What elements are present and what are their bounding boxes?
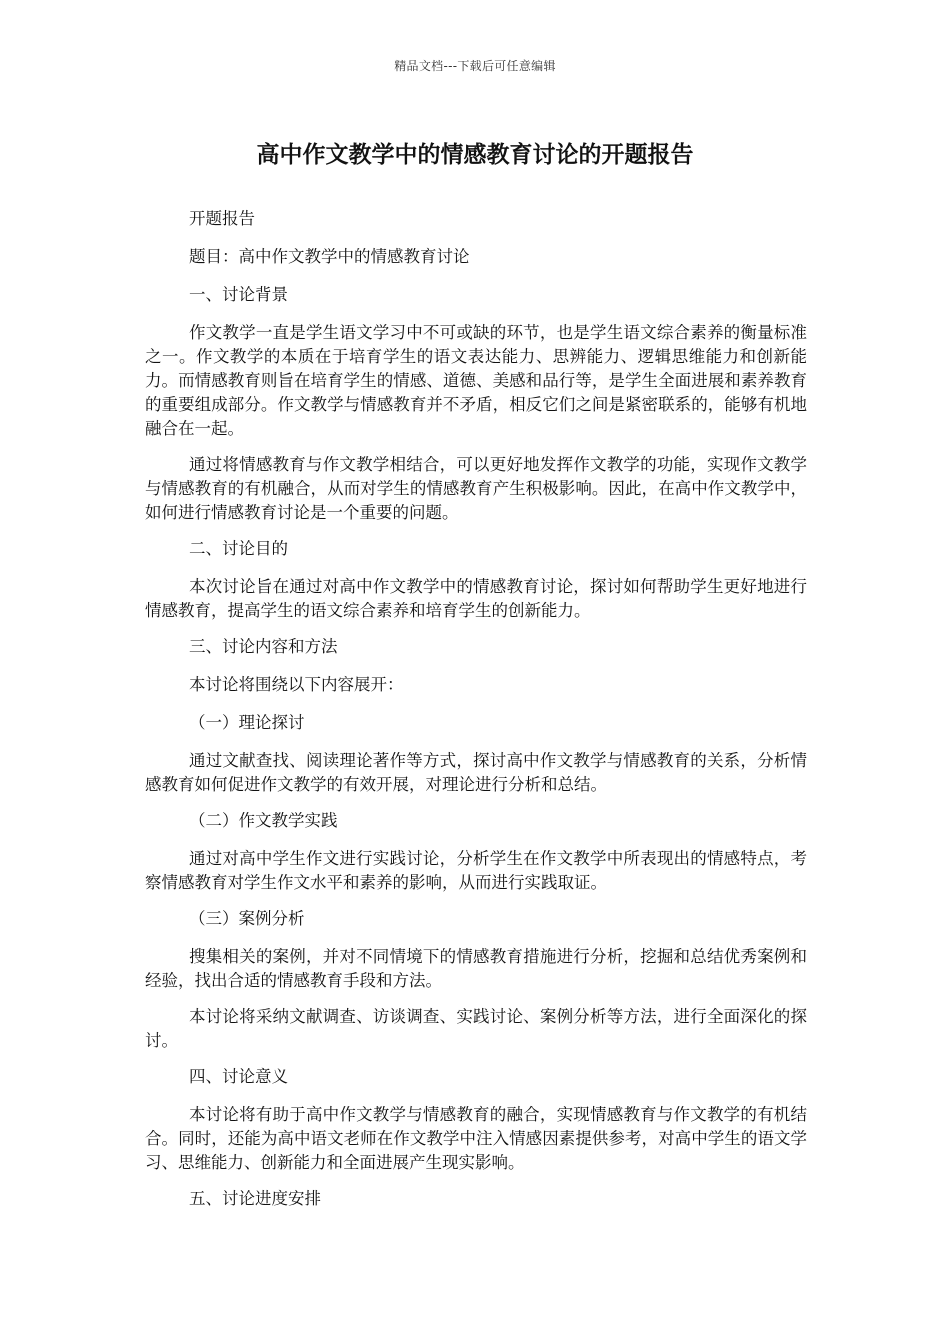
document-body [145,207,807,1225]
paragraph-methods: 本讨论将采纳文献调查、访谈调查、实践讨论、案例分析等方法，进行全面深化的探讨。 [145,1007,807,1050]
paragraph-significance: 本讨论将有助于高中作文教学与情感教育的融合，实现情感教育与作文教学的有机结合。同时，还能为高中语文老师在作文教学中注入情感因素提供参考，对高中学生的语文学习、思维能力、创新能力和全面进展产生现实影响。 [145,1105,807,1172]
paragraph-case-analysis: 搜集相关的案例，并对不同情境下的情感教育措施进行分析，挖掘和总结优秀案例和经验，找出合适的情感教育手段和方法。 [145,947,807,990]
paragraph-theory: 通过文献查找、阅读理论著作等方式，探讨高中作文教学与情感教育的关系，分析情感教育如何促进作文教学的有效开展，对理论进行分析和总结。 [145,751,807,794]
paragraph-practice: 通过对高中学生作文进行实践讨论，分析学生在作文教学中所表现出的情感特点，考察情感教育对学生作文水平和素养的影响，从而进行实践取证。 [145,849,807,892]
section-heading-schedule: 五、讨论进度安排 [189,1189,321,1208]
subheading-case-analysis: （三）案例分析 [189,909,305,928]
paragraph-content-intro: 本讨论将围绕以下内容展开： [189,675,404,694]
document-title: 高中作文教学中的情感教育讨论的开题报告 [256,142,694,168]
header-note: 精品文档---下载后可任意编辑 [394,59,556,73]
paragraph-purpose: 本次讨论旨在通过对高中作文教学中的情感教育讨论，探讨如何帮助学生更好地进行情感教育，提高学生的语文综合素养和培育学生的创新能力。 [145,577,807,620]
section-heading-background: 一、讨论背景 [189,285,288,304]
subheading-theory: （一）理论探讨 [189,713,305,732]
subheading-practice: （二）作文教学实践 [189,811,338,830]
topic-line: 题目：高中作文教学中的情感教育讨论 [189,247,470,266]
paragraph-background-1: 作文教学一直是学生语文学习中不可或缺的环节，也是学生语文综合素养的衡量标准之一。作文教学的本质在于培育学生的语文表达能力、思辨能力、逻辑思维能力和创新能力。而情感教育则旨在培育学生的情感、道德、美感和品行等，是学生全面进展和素养教育的重要组成部分。作文教学与情感教育并不矛盾，相反它们之间是紧密联系的，能够有机地融合在一起。 [145,323,807,438]
paragraph-background-2: 通过将情感教育与作文教学相结合，可以更好地发挥作文教学的功能，实现作文教学与情感教育的有机融合，从而对学生的情感教育产生积极影响。因此，在高中作文教学中，如何进行情感教育讨论是一个重要的问题。 [145,455,807,522]
section-heading-purpose: 二、讨论目的 [189,539,288,558]
section-heading-content-methods: 三、讨论内容和方法 [189,637,338,656]
section-heading-significance: 四、讨论意义 [189,1067,288,1086]
report-label: 开题报告 [189,209,255,228]
